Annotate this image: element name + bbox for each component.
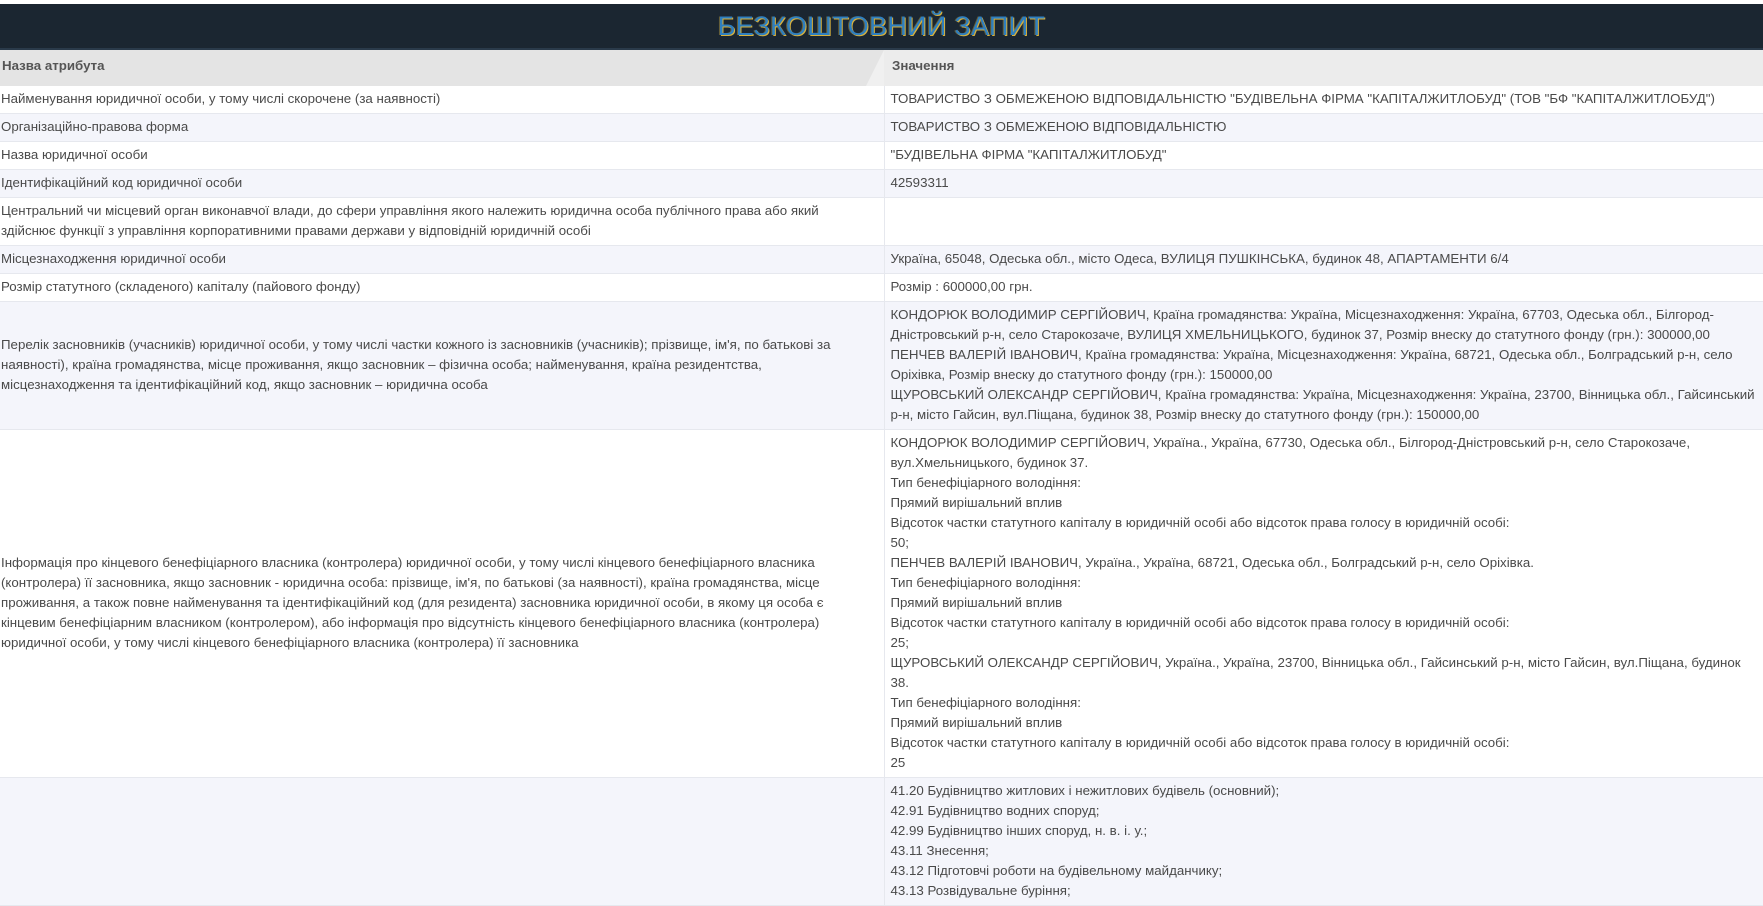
attribute-name-cell: Місцезнаходження юридичної особи [0,246,884,274]
attribute-name-cell: Інформація про кінцевого бенефіціарного власника (контролера) юридичної особи, у тому числі кінцевого бенефіціарного власника (контролера) її засновника, якщо засновник - юридична особа: прізвище, ім'я, по батькові (за наявності), країна громадянства, місце проживання, а також повне найменування та ідентифікаційний код (для резидента) засновника юридичної особи, в якому ця особа є кінцевим бенефіціарним власником (контролером), або інформація про відсутність кінцевого бенефіціарного власника (контролера) юридичної особи, у тому числі кінцевого бенефіціарного власника (контролера) її засновника [0,430,884,778]
attribute-name-cell: Організаційно-правова форма [0,114,884,142]
attribute-value-cell [884,246,1763,274]
column-header-name: Назва атрибута [0,50,884,86]
value-line: ТОВАРИСТВО З ОБМЕЖЕНОЮ ВІДПОВІДАЛЬНІСТЮ "БУДІВЕЛЬНА ФІРМА "КАПІТАЛЖИТЛОБУД" (ТОВ "БФ "КАПІТАЛЖИТЛОБУД") [890,91,1715,106]
page-header [0,4,1763,50]
attribute-name-cell: Ідентифікаційний код юридичної особи [0,170,884,198]
attribute-value-cell [884,142,1763,170]
value-line: Прямий вирішальний вплив [890,715,1063,730]
attribute-value-cell [884,778,1763,906]
attribute-name-cell [0,778,884,906]
value-line: КОНДОРЮК ВОЛОДИМИР СЕРГІЙОВИЧ, Країна громадянства: Україна, Місцезнаходження: Україна, 67703, Одеська обл., Білгород-Дністровський р-н, село Старокозаче, ВУЛИЦЯ ХМЕЛЬНИЦЬКОГО, будинок 37, Розмір внеску до статутного фонду (грн.): 300000,00 [890,307,1714,342]
table-row [0,170,1763,198]
value-line: Тип бенефіціарного володіння: [890,695,1081,710]
value-line: 42.99 Будівництво інших споруд, н. в. і. у.; [890,823,1148,838]
value-line: 25; [890,635,909,650]
attribute-name-cell: Перелік засновників (учасників) юридичної особи, у тому числі частки кожного із засновників (учасників); прізвище, ім'я, по батькові за наявності), країна громадянства, місце проживання, якщо засновник – фізична особа; найменування, країна резидентства, місцезнаходження та ідентифікаційний код, якщо засновник – юридична особа [0,302,884,430]
value-line: 42.91 Будівництво водних споруд; [890,803,1100,818]
table-row [0,86,1763,114]
table-row [0,274,1763,302]
value-line: 50; [890,535,909,550]
value-line: 43.13 Розвідувальне буріння; [890,883,1071,898]
table-row [0,778,1763,906]
attribute-value-cell [884,114,1763,142]
table-header [0,50,1763,86]
value-line: ПЕНЧЕВ ВАЛЕРІЙ ІВАНОВИЧ, Країна громадянства: Україна, Місцезнаходження: Україна, 68721, Одеська обл., Болградський р-н, село Оріхівка, Розмір внеску до статутного фонду (грн.): 150000,00 [890,347,1733,382]
attribute-name-cell: Розмір статутного (складеного) капіталу (пайового фонду) [0,274,884,302]
attribute-value-cell [884,302,1763,430]
page-title: БЕЗКОШТОВНИЙ ЗАПИТ [717,10,1046,41]
table-row [0,114,1763,142]
value-line: Відсоток частки статутного капіталу в юридичній особі або відсоток права голосу в юридичній особі: [890,735,1510,750]
attribute-name-cell: Назва юридичної особи [0,142,884,170]
table-row [0,142,1763,170]
attribute-value-cell [884,430,1763,778]
table-row [0,246,1763,274]
value-line: 42593311 [890,175,949,190]
value-line: Україна, 65048, Одеська обл., місто Одеса, ВУЛИЦЯ ПУШКІНСЬКА, будинок 48, АПАРТАМЕНТИ 6/4 [890,251,1509,266]
value-line: ПЕНЧЕВ ВАЛЕРІЙ ІВАНОВИЧ, Україна., Україна, 68721, Одеська обл., Болградський р-н, село Оріхівка. [890,555,1534,570]
attribute-value-cell [884,170,1763,198]
table-row [0,198,1763,246]
attributes-table [0,86,1763,906]
value-line: Прямий вирішальний вплив [890,495,1063,510]
column-header-value: Значення [884,50,1763,86]
value-line: 43.11 Знесення; [890,843,989,858]
table-row [0,430,1763,778]
value-line: ТОВАРИСТВО З ОБМЕЖЕНОЮ ВІДПОВІДАЛЬНІСТЮ [890,119,1227,134]
value-line: Відсоток частки статутного капіталу в юридичній особі або відсоток права голосу в юридичній особі: [890,615,1510,630]
attribute-value-cell [884,274,1763,302]
value-line: Розмір : 600000,00 грн. [890,279,1033,294]
value-line: Прямий вирішальний вплив [890,595,1063,610]
value-line: Тип бенефіціарного володіння: [890,475,1081,490]
value-line: ЩУРОВСЬКИЙ ОЛЕКСАНДР СЕРГІЙОВИЧ, Країна громадянства: Україна, Місцезнаходження: Україна, 23700, Вінницька обл., Гайсинський р-н, місто Гайсин, вул.Піщана, будинок 38, Розмір внеску до статутного фонду (грн.): 150000,00 [890,387,1755,422]
attribute-name-cell: Центральний чи місцевий орган виконавчої влади, до сфери управління якого належить юридична особа публічного права або який здійснює функції з управління корпоративними правами держави у відповідній юридичній особі [0,198,884,246]
table-row [0,302,1763,430]
value-line: 41.20 Будівництво житлових і нежитлових будівель (основний); [890,783,1280,798]
value-line: Відсоток частки статутного капіталу в юридичній особі або відсоток права голосу в юридичній особі: [890,515,1510,530]
attribute-name-cell: Найменування юридичної особи, у тому числі скорочене (за наявності) [0,86,884,114]
value-line: Тип бенефіціарного володіння: [890,575,1081,590]
attribute-value-cell [884,198,1763,246]
attribute-value-cell [884,86,1763,114]
value-line: ЩУРОВСЬКИЙ ОЛЕКСАНДР СЕРГІЙОВИЧ, Україна., Україна, 23700, Вінницька обл., Гайсинський р-н, місто Гайсин, вул.Піщана, будинок 38. [890,655,1741,690]
value-line: 43.12 Підготовчі роботи на будівельному майданчику; [890,863,1223,878]
value-line: 25 [890,755,906,770]
value-line: КОНДОРЮК ВОЛОДИМИР СЕРГІЙОВИЧ, Україна., Україна, 67730, Одеська обл., Білгород-Дністровський р-н, село Старокозаче, вул.Хмельницького, будинок 37. [890,435,1691,470]
value-line: "БУДІВЕЛЬНА ФІРМА "КАПІТАЛЖИТЛОБУД" [890,147,1167,162]
